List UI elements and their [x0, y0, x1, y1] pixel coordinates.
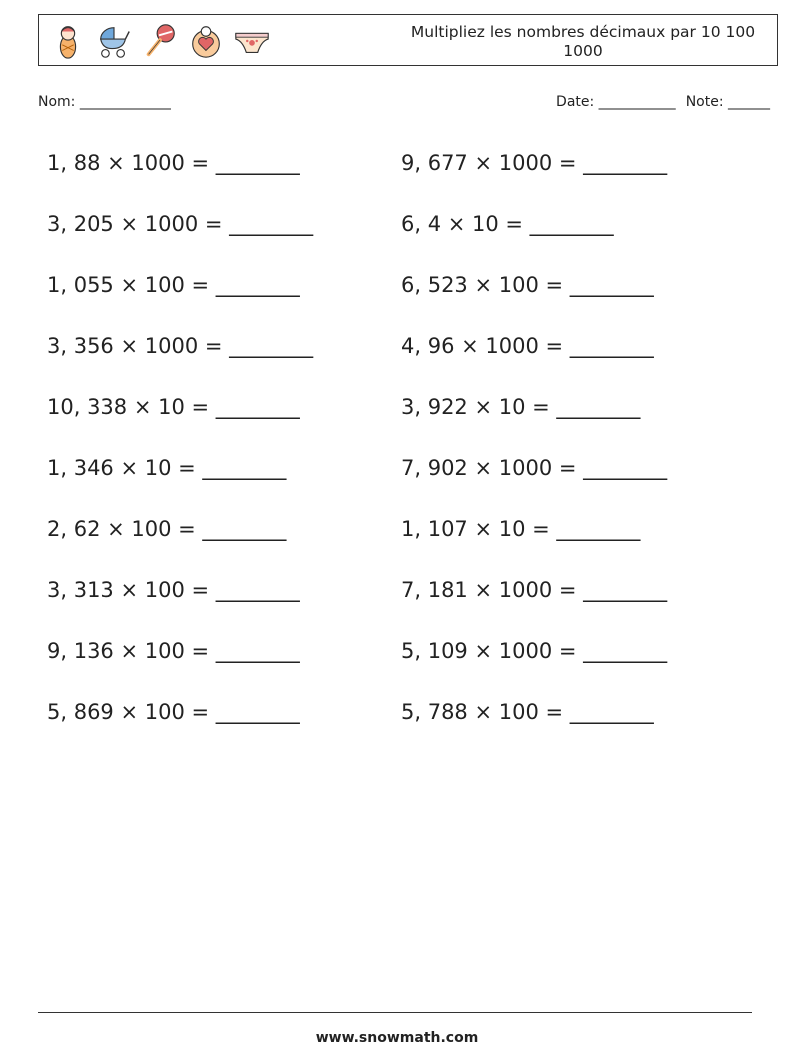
footer-divider: [38, 1012, 752, 1013]
problem-left-1: 1, 88 × 1000 = ________: [47, 151, 300, 175]
problem-left-8: 3, 313 × 100 = ________: [47, 578, 300, 602]
note-field: Note: ______: [685, 94, 770, 110]
problem-right-7: 1, 107 × 10 = ________: [401, 517, 641, 541]
problem-right-2: 6, 4 × 10 = ________: [401, 212, 614, 236]
problem-left-6: 1, 346 × 10 = ________: [47, 456, 287, 480]
problem-left-3: 1, 055 × 100 = ________: [47, 273, 300, 297]
problem-right-1: 9, 677 × 1000 = ________: [401, 151, 668, 175]
problem-right-10: 5, 788 × 100 = ________: [401, 700, 654, 724]
problem-left-10: 5, 869 × 100 = ________: [47, 700, 300, 724]
problem-right-4: 4, 96 × 1000 = ________: [401, 334, 654, 358]
problem-left-5: 10, 338 × 10 = ________: [47, 395, 300, 419]
problem-left-4: 3, 356 × 1000 = ________: [47, 334, 314, 358]
problem-left-9: 9, 136 × 100 = ________: [47, 639, 300, 663]
problem-right-6: 7, 902 × 1000 = ________: [401, 456, 668, 480]
problem-right-9: 5, 109 × 1000 = ________: [401, 639, 668, 663]
problem-right-8: 7, 181 × 1000 = ________: [401, 578, 668, 602]
name-field: Nom: _____________: [38, 94, 171, 110]
problem-left-7: 2, 62 × 100 = ________: [47, 517, 287, 541]
date-field: Date: ___________: [556, 94, 676, 110]
problem-left-2: 3, 205 × 1000 = ________: [47, 212, 314, 236]
worksheet-title: Multipliez les nombres décimaux par 10 100 1000: [410, 23, 756, 60]
footer-website[interactable]: www.snowmath.com: [315, 1030, 479, 1046]
problem-right-5: 3, 922 × 10 = ________: [401, 395, 641, 419]
problem-right-3: 6, 523 × 100 = ________: [401, 273, 654, 297]
